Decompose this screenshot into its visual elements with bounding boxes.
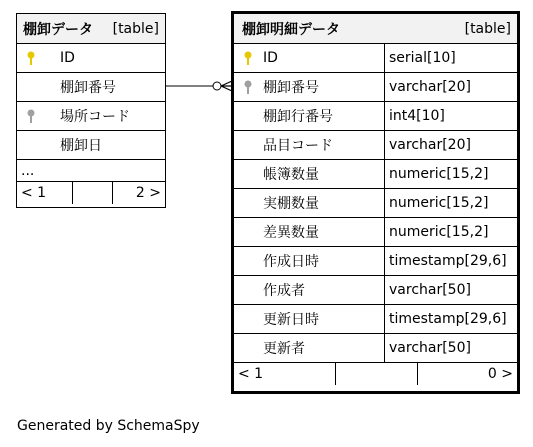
column-name: 場所コード <box>60 109 130 125</box>
column-type: numeric[15,2] <box>389 166 489 182</box>
table-name: 棚卸データ <box>23 21 93 38</box>
ellipsis: ... <box>21 162 35 179</box>
column-type: varchar[20] <box>389 137 471 153</box>
column-type: timestamp[29,6] <box>389 253 507 269</box>
column-name: ID <box>263 50 278 66</box>
column-name: 帳簿数量 <box>263 167 319 183</box>
children-count[interactable]: 0 > <box>487 366 513 382</box>
column-name: 作成者 <box>263 283 305 299</box>
crows-foot-many <box>221 81 232 91</box>
column-name: 棚卸日 <box>60 138 102 154</box>
parents-count[interactable]: < 1 <box>238 366 264 382</box>
column-name: 更新日時 <box>263 312 319 328</box>
column-name: ID <box>60 50 75 66</box>
column-name: 作成日時 <box>263 254 319 270</box>
column-type: timestamp[29,6] <box>389 311 507 327</box>
column-name: 差異数量 <box>263 225 319 241</box>
column-name: 実棚数量 <box>263 196 319 212</box>
table-name: 棚卸明細データ <box>242 21 340 38</box>
generated-by-text: Generated by SchemaSpy <box>17 418 200 434</box>
column-name: 棚卸番号 <box>263 80 319 96</box>
column-type: varchar[50] <box>389 282 471 298</box>
column-type: serial[10] <box>389 50 456 66</box>
children-count[interactable]: 2 > <box>135 185 161 201</box>
table-tag: [table] <box>464 20 511 37</box>
zero-cardinality-circle <box>213 82 221 90</box>
column-name: 更新者 <box>263 341 305 357</box>
parents-count[interactable]: < 1 <box>21 185 47 201</box>
column-type: varchar[20] <box>389 79 471 95</box>
column-name: 棚卸行番号 <box>263 109 333 125</box>
column-type: numeric[15,2] <box>389 195 489 211</box>
column-type: int4[10] <box>389 108 445 124</box>
table-tag: [table] <box>112 20 159 37</box>
column-name: 品目コード <box>263 138 333 154</box>
column-type: varchar[50] <box>389 340 471 356</box>
column-name: 棚卸番号 <box>60 80 116 96</box>
column-type: numeric[15,2] <box>389 224 489 240</box>
